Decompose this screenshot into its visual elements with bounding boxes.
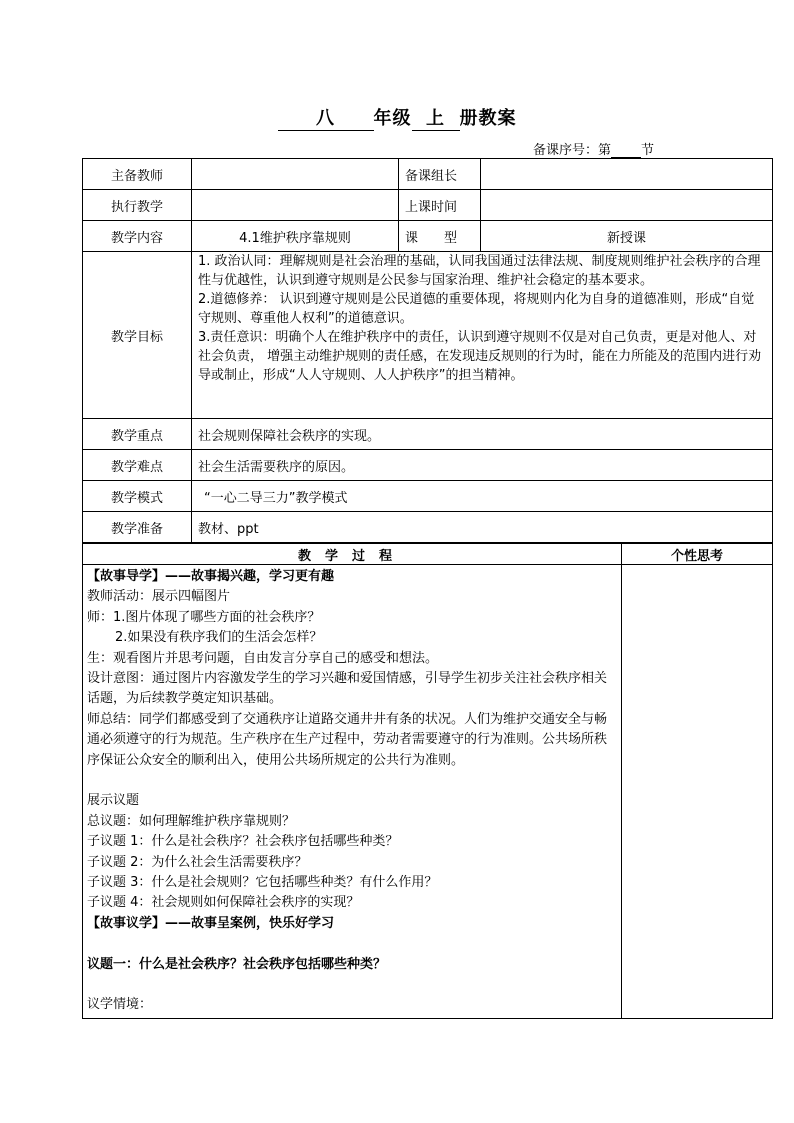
volume-word: 上 bbox=[412, 108, 460, 131]
main-teacher-value[interactable] bbox=[192, 159, 399, 190]
lesson-serial bbox=[533, 139, 654, 158]
spacer bbox=[87, 934, 617, 954]
process-line: 子议题 1：什么是社会秩序？社会秩序包括哪些种类？ bbox=[87, 834, 399, 850]
prep-label: 教学准备 bbox=[83, 512, 192, 543]
section-heading: 【故事导学】——故事揭兴趣，学习更有趣 bbox=[87, 569, 335, 584]
key-point-label: 教学重点 bbox=[83, 419, 192, 450]
mode-label: 教学模式 bbox=[83, 481, 192, 512]
process-line: 师总结：同学们都感受到了交通秩序让道路交通井井有条的状况。人们为维护交通安全与畅通必须遵守的行为规范。生产秩序在生产过程中，劳动者需要遵守的行为准则。公共场所秩序保证公众安全的顺利出入，使用公共场所规定的公共行为准则。 bbox=[87, 711, 608, 768]
serial-blank[interactable] bbox=[611, 143, 641, 158]
process-body bbox=[83, 565, 622, 1019]
process-line: 设计意图：通过图片内容激发学生的学习兴趣和爱国情感，引导学生初步关注社会秩序相关话题，为后续教学奠定知识基础。 bbox=[87, 670, 608, 707]
goal-item: 3.责任意识：明确个人在维护秩序中的责任，认识到遵守规则不仅是对自己负责，更是对他人、对社会负责， 增强主动维护规则的责任感，在发现违反规则的行为时，能在力所能及的范围内进行劝导或制止，形成“人人守规则、人人护秩序”的担当精神。 bbox=[198, 330, 762, 383]
spacer bbox=[87, 975, 617, 995]
spacer bbox=[87, 771, 617, 791]
process-line: 教师活动：展示四幅图片 bbox=[87, 589, 231, 605]
goal-item: 2.道德修养： 认识到遵守规则是公民道德的重要体现，将规则内化为自身的道德准则，形成“自觉守规则、尊重他人权利”的道德意识。 bbox=[198, 292, 755, 326]
reflection-header: 个性思考 bbox=[622, 544, 773, 565]
grade-word: 年级 bbox=[373, 108, 412, 129]
executor-value[interactable] bbox=[192, 190, 399, 221]
section-heading: 【故事议学】——故事呈案例，快乐好学习 bbox=[87, 915, 335, 931]
prep-value: 教材、ppt bbox=[192, 512, 773, 543]
class-time-label: 上课时间 bbox=[399, 190, 481, 221]
class-time-value[interactable] bbox=[481, 190, 773, 221]
process-line: 总议题：如何理解维护秩序靠规则？ bbox=[87, 813, 296, 829]
process-header: 教学过程 bbox=[83, 544, 622, 565]
content-value: 4.1维护秩序靠规则 bbox=[192, 221, 399, 252]
group-leader-value[interactable] bbox=[481, 159, 773, 190]
process-line: 师：1.图片体现了哪些方面的社会秩序？ bbox=[87, 609, 321, 625]
process-line: 展示议题 bbox=[87, 793, 140, 809]
difficulty-label: 教学难点 bbox=[83, 450, 192, 481]
process-line: 子议题 2：为什么社会生活需要秩序？ bbox=[87, 854, 308, 870]
goal-item: 1. 政治认同：理解规则是社会治理的基础，认同我国通过法律法规、制度规则维护社会秩序的合理性与优越性，认识到遵守规则是公民参与国家治理、维护社会稳定的基本要求。 bbox=[198, 254, 761, 288]
main-teacher-label: 主备教师 bbox=[83, 159, 192, 190]
process-line: 子议题 4：社会规则如何保障社会秩序的实现？ bbox=[87, 895, 360, 911]
mode-value: “一心二导三力”教学模式 bbox=[192, 481, 773, 512]
type-value: 新授课 bbox=[481, 221, 773, 252]
goals-label: 教学目标 bbox=[83, 252, 192, 419]
key-point-value: 社会规则保障社会秩序的实现。 bbox=[192, 419, 773, 450]
goals-content bbox=[192, 252, 773, 419]
grade-number: 八 bbox=[278, 108, 374, 131]
serial-suffix: 节 bbox=[641, 143, 655, 158]
page-title bbox=[0, 104, 794, 131]
process-line: 生：观看图片并思考问题，自由发言分享自己的感受和想法。 bbox=[87, 650, 439, 666]
executor-label: 执行教学 bbox=[83, 190, 192, 221]
topic-heading: 议题一：什么是社会秩序？社会秩序包括哪些种类？ bbox=[87, 956, 387, 972]
difficulty-value: 社会生活需要秩序的原因。 bbox=[192, 450, 773, 481]
type-label: 课 型 bbox=[399, 221, 481, 252]
content-label: 教学内容 bbox=[83, 221, 192, 252]
process-line: 子议题 3：什么是社会规则？它包括哪些种类？有什么作用？ bbox=[87, 874, 438, 890]
teaching-process-table bbox=[82, 543, 773, 1019]
lesson-info-table bbox=[82, 158, 773, 543]
group-leader-label: 备课组长 bbox=[399, 159, 481, 190]
process-line: 2.如果没有秩序我们的生活会怎样？ bbox=[115, 630, 323, 646]
process-line: 议学情境： bbox=[87, 997, 153, 1013]
reflection-column[interactable] bbox=[622, 565, 773, 1019]
serial-prefix: 备课序号：第 bbox=[533, 143, 612, 158]
title-suffix: 册教案 bbox=[459, 108, 517, 129]
